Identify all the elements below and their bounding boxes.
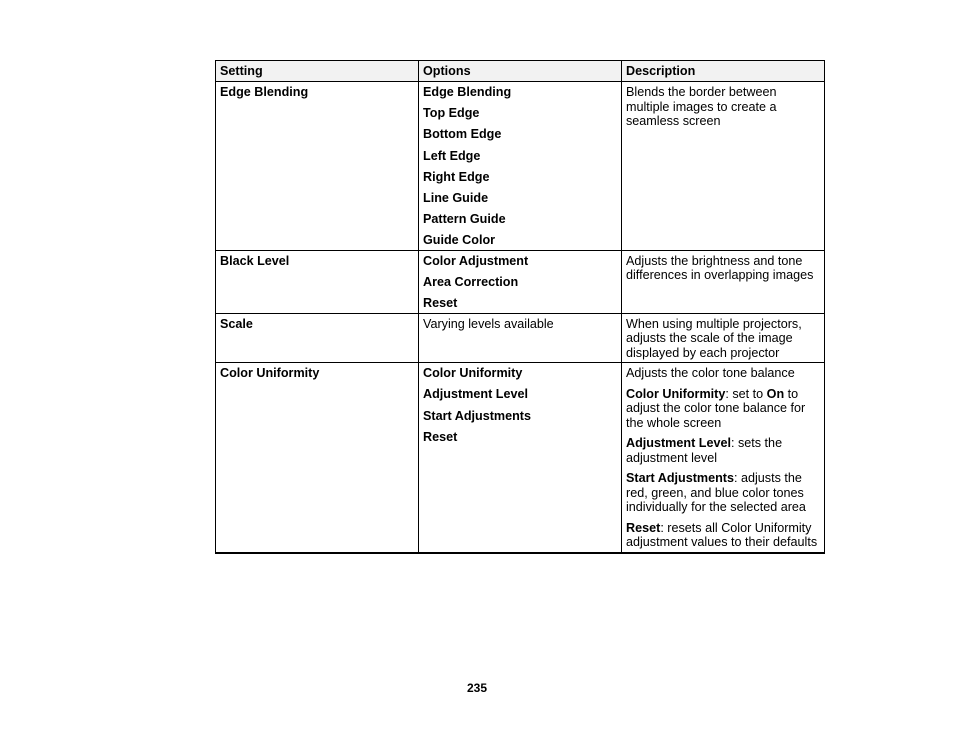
term: Start Adjustments: [626, 471, 734, 486]
term: Color Uniformity: [626, 386, 726, 401]
option-item: Guide Color: [423, 233, 496, 248]
option-item: Bottom Edge: [423, 127, 502, 142]
option-item: Color Adjustment: [423, 253, 529, 268]
header-description: Description: [622, 61, 825, 82]
setting-cell: Edge Blending: [216, 82, 419, 251]
term-text: : adjusts the red, green, and blue color tones individually for the selected area: [626, 471, 806, 515]
term-text: : set to: [725, 386, 767, 401]
option-item: Color Uniformity: [423, 366, 523, 381]
term-text: to adjust the color tone balance for the whole screen: [626, 386, 806, 430]
table-row: [216, 363, 825, 553]
table-row: [216, 250, 825, 313]
option-item: Pattern Guide: [423, 212, 506, 227]
term: Reset: [626, 520, 661, 535]
settings-table: [215, 60, 825, 554]
description-cell: Blends the border between multiple images to create a seamless screen: [622, 82, 825, 251]
option-item: Line Guide: [423, 190, 489, 205]
table-row: [216, 313, 825, 363]
option-item: Left Edge: [423, 148, 481, 163]
options-cell: Varying levels available: [419, 313, 622, 363]
header-options: Options: [419, 61, 622, 82]
table-row: [216, 82, 825, 251]
setting-cell: Black Level: [216, 250, 419, 313]
page-number: 235: [466, 681, 488, 695]
description-paragraph: [626, 471, 821, 515]
term-text: : resets all Color Uniformity adjustment values to their defaults: [626, 520, 818, 550]
option-item: Reset: [423, 296, 458, 311]
options-cell: [419, 82, 622, 251]
option-item: Edge Blending: [423, 85, 512, 99]
description-intro: Adjusts the color tone balance: [626, 366, 795, 381]
description-paragraph: [626, 436, 821, 465]
option-item: Right Edge: [423, 169, 490, 184]
setting-cell: Scale: [216, 313, 419, 363]
description-cell: Adjusts the brightness and tone differences in overlapping images: [622, 250, 825, 313]
setting-cell: Color Uniformity: [216, 363, 419, 553]
option-item: Adjustment Level: [423, 387, 528, 402]
description-cell: [622, 363, 825, 553]
description-cell: When using multiple projectors, adjusts the scale of the image displayed by each projector: [622, 313, 825, 363]
table-header-row: [216, 61, 825, 82]
option-item: Start Adjustments: [423, 408, 531, 423]
header-setting: Setting: [216, 61, 419, 82]
on-term: On: [766, 386, 785, 401]
option-item: Reset: [423, 429, 458, 444]
description-paragraph: [626, 521, 821, 550]
options-cell: [419, 250, 622, 313]
option-item: Top Edge: [423, 106, 480, 121]
description-paragraph: [626, 387, 821, 431]
term: Adjustment Level: [626, 436, 731, 451]
option-item: Area Correction: [423, 275, 519, 289]
term-text: : sets the adjustment level: [626, 436, 783, 465]
options-cell: [419, 363, 622, 553]
